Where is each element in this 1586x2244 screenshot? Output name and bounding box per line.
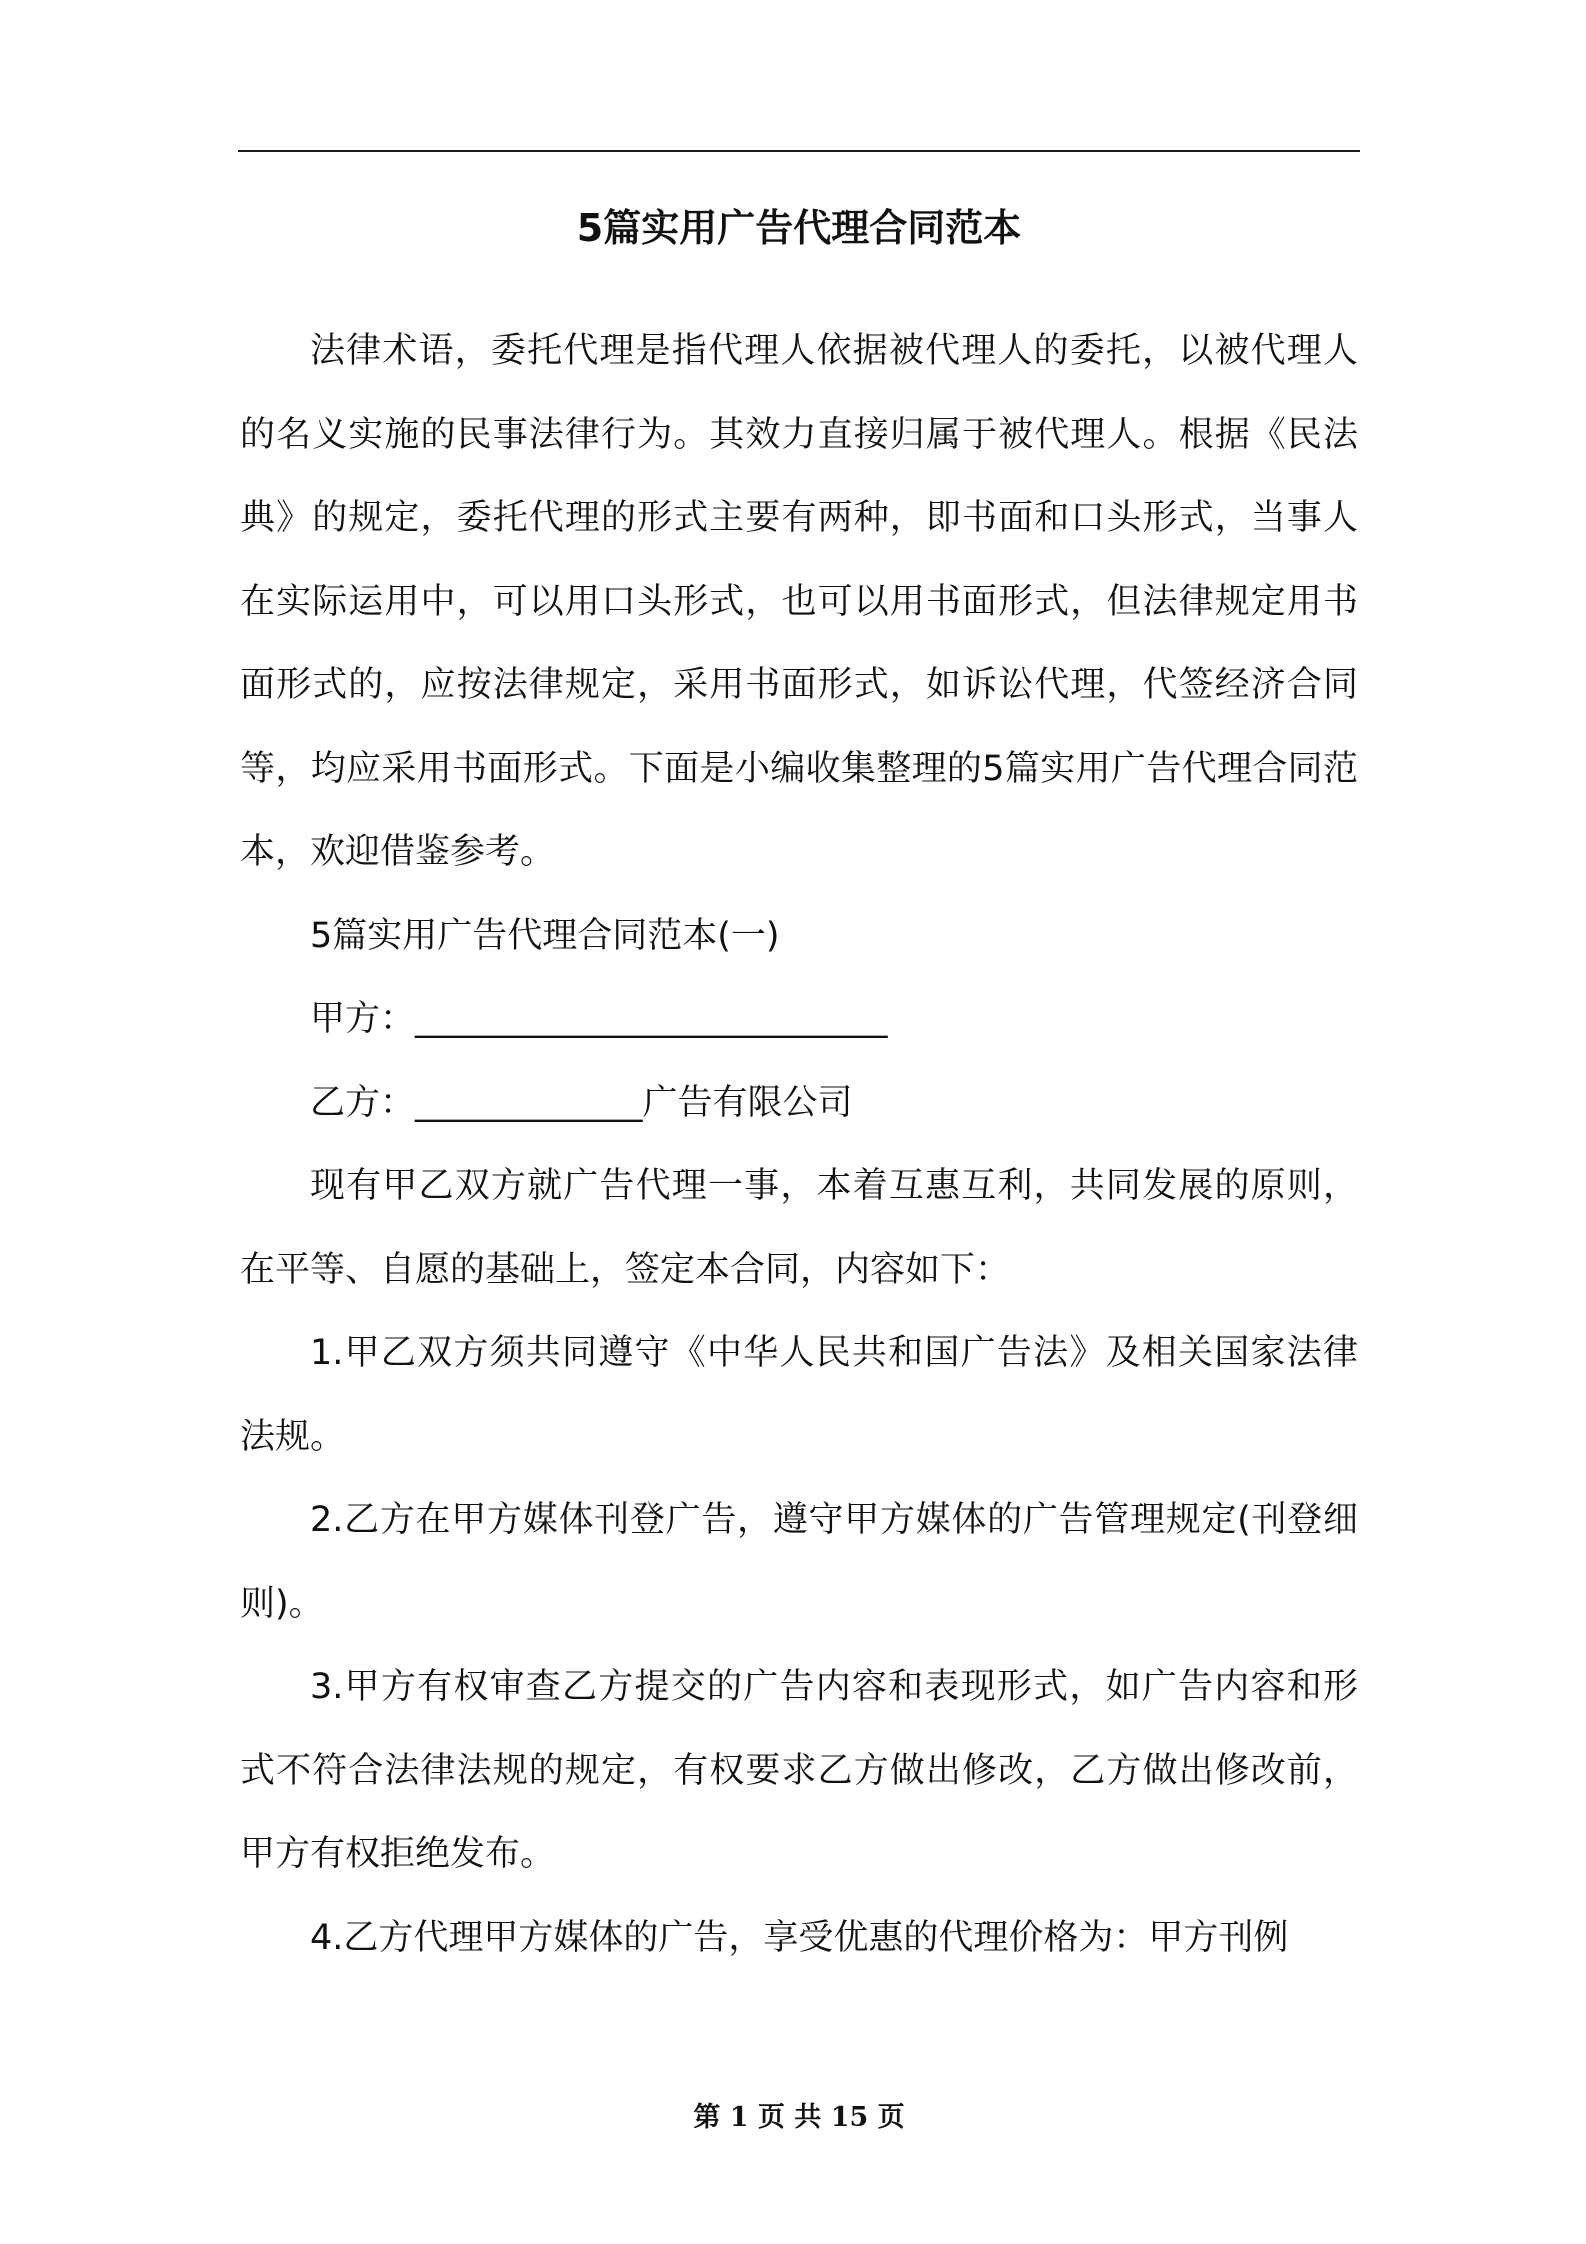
clause-1: 1.甲乙双方须共同遵守《中华人民共和国广告法》及相关国家法律法规。	[240, 1333, 1358, 1457]
party-a-line: 甲方：___________________________	[310, 999, 888, 1039]
party-b-line: 乙方：_____________广告有限公司	[310, 1082, 853, 1123]
header-rule	[238, 150, 1360, 152]
clause-2: 2.乙方在甲方媒体刊登广告，遵守甲方媒体的广告管理规定(刊登细则)。	[240, 1500, 1358, 1624]
clause-3: 3.甲方有权审查乙方提交的广告内容和表现形式，如广告内容和形式不符合法律法规的规定，有权要求乙方做出修改，乙方做出修改前，甲方有权拒绝发布。	[240, 1667, 1358, 1874]
document-body	[240, 310, 1358, 1980]
intro-paragraph: 法律术语，委托代理是指代理人依据被代理人的委托，以被代理人的名义实施的民事法律行为。其效力直接归属于被代理人。根据《民法典》的规定，委托代理的形式主要有两种，即书面和口头形式，当事人在实际运用中，可以用口头形式，也可以用书面形式，但法律规定用书面形式的，应按法律规定，采用书面形式，如诉讼代理，代签经济合同等，均应采用书面形式。下面是小编收集整理的5篇实用广告代理合同范本，欢迎借鉴参考。	[240, 331, 1358, 872]
clause-4: 4.乙方代理甲方媒体的广告，享受优惠的代理价格为：甲方刊例	[310, 1917, 1289, 1958]
page-number-footer: 第 1 页 共 15 页	[693, 2102, 905, 2133]
document-title: 5篇实用广告代理合同范本	[576, 206, 1022, 250]
contract-heading: 5篇实用广告代理合同范本(一)	[310, 915, 780, 956]
preamble-paragraph: 现有甲乙双方就广告代理一事，本着互惠互利，共同发展的原则，在平等、自愿的基础上，签定本合同，内容如下：	[240, 1166, 1358, 1290]
